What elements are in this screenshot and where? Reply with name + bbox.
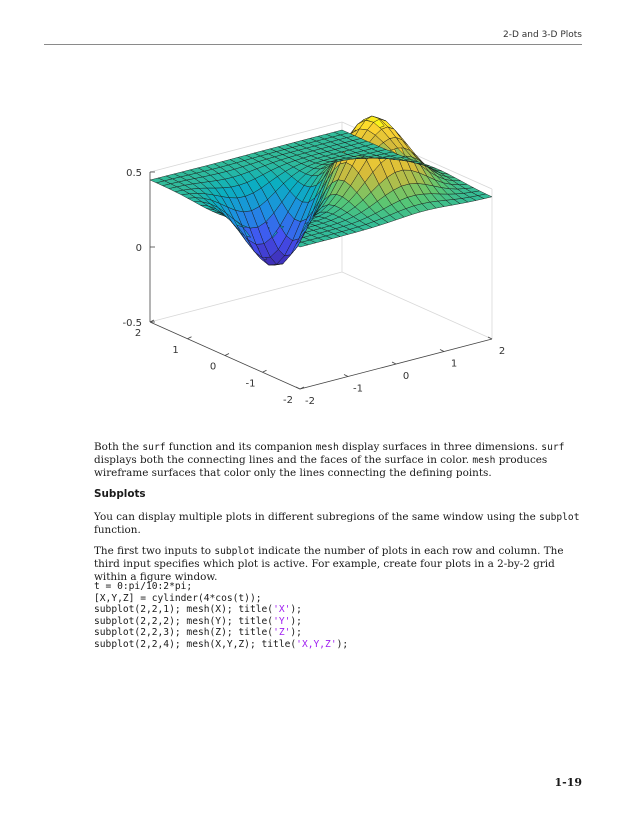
- tick-mark: [296, 387, 300, 389]
- tick-label: -1: [245, 378, 256, 390]
- subheading-subplots: Subplots: [94, 488, 146, 500]
- code-token: subplot(2,2,4); mesh(X,Y,Z); title(: [94, 638, 297, 650]
- code-token: subplot(2,2,1); mesh(X); title(: [94, 604, 274, 616]
- code-line: [94, 604, 348, 616]
- tick-label: -2: [283, 395, 293, 406]
- text-run: indicate the number of plots in each row and column. The third input specifies which plot is active. For example, create four plots in a 2-by-2 grid within a figure window.: [94, 545, 564, 584]
- page-number: 1-19: [554, 776, 582, 789]
- paragraph-surf-mesh: [94, 441, 584, 481]
- text-run: display surfaces in three dimensions.: [338, 441, 542, 453]
- code-token: );: [336, 638, 349, 650]
- tick-mark: [188, 337, 192, 339]
- code-token: );: [290, 615, 302, 627]
- tick-label: 1: [450, 358, 458, 370]
- code-token: );: [290, 627, 302, 639]
- header-title: 2-D and 3-D Plots: [503, 30, 582, 40]
- text-run: You can display multiple plots in different subregions of the same window using the: [94, 511, 540, 523]
- tick-label: 1: [172, 344, 179, 356]
- text-run: produces wireframe surfaces that color only the lines connecting the defining points.: [94, 454, 548, 480]
- code-line: [94, 616, 348, 628]
- code-string: 'X': [273, 604, 291, 616]
- tick-label: 0: [402, 371, 410, 382]
- code-token: [X,Y,Z] = cylinder(4*cos(t));: [94, 592, 262, 604]
- code-string: 'Z': [273, 627, 291, 639]
- code-line: [94, 593, 348, 605]
- text-run: function and its companion: [165, 441, 316, 453]
- code-token: subplot(2,2,2); mesh(Y); title(: [94, 615, 274, 627]
- tick-mark: [225, 354, 229, 356]
- tick-label: -1: [353, 383, 363, 395]
- tick-mark: [392, 362, 396, 364]
- tick-mark: [263, 370, 267, 372]
- tick-label: 0: [209, 361, 217, 373]
- surface-mesh: [150, 116, 492, 265]
- code-token: subplot(2,2,3); mesh(Z); title(: [94, 627, 274, 639]
- text-run: The first two inputs to: [94, 545, 215, 557]
- tick-label: 0.5: [126, 168, 142, 179]
- inline-code: mesh: [315, 442, 339, 453]
- tick-mark: [344, 375, 348, 377]
- surface-plot: [100, 112, 520, 422]
- code-token: t = 0:pi/10:2*pi;: [94, 581, 193, 592]
- paragraph-subplot-inputs: [94, 545, 584, 585]
- code-example: [94, 581, 348, 651]
- code-line: [94, 627, 348, 639]
- inline-code: mesh: [472, 455, 496, 467]
- inline-code: subplot: [539, 512, 580, 523]
- text-run: Both the: [94, 441, 143, 453]
- tick-label: -2: [305, 396, 315, 407]
- surface-plot-figure: [100, 112, 520, 422]
- text-run: function.: [94, 524, 141, 537]
- code-string: 'X,Y,Z': [296, 638, 337, 650]
- code-string: 'Y': [273, 615, 291, 627]
- tick-mark: [488, 337, 492, 339]
- tick-label: -0.5: [122, 318, 142, 329]
- tick-mark: [440, 350, 444, 352]
- inline-code: surf: [541, 442, 565, 453]
- code-line: [94, 639, 348, 651]
- inline-code: subplot: [214, 546, 255, 557]
- tick-label: 0: [135, 243, 142, 254]
- page-header: [44, 30, 582, 45]
- tick-label: 2: [498, 346, 506, 357]
- inline-code: surf: [142, 442, 166, 453]
- code-line: [94, 581, 348, 593]
- text-run: displays both the connecting lines and the faces of the surface in color.: [94, 454, 473, 467]
- tick-label: 2: [134, 328, 142, 339]
- paragraph-subplot-intro: [94, 511, 584, 537]
- code-token: );: [290, 604, 302, 616]
